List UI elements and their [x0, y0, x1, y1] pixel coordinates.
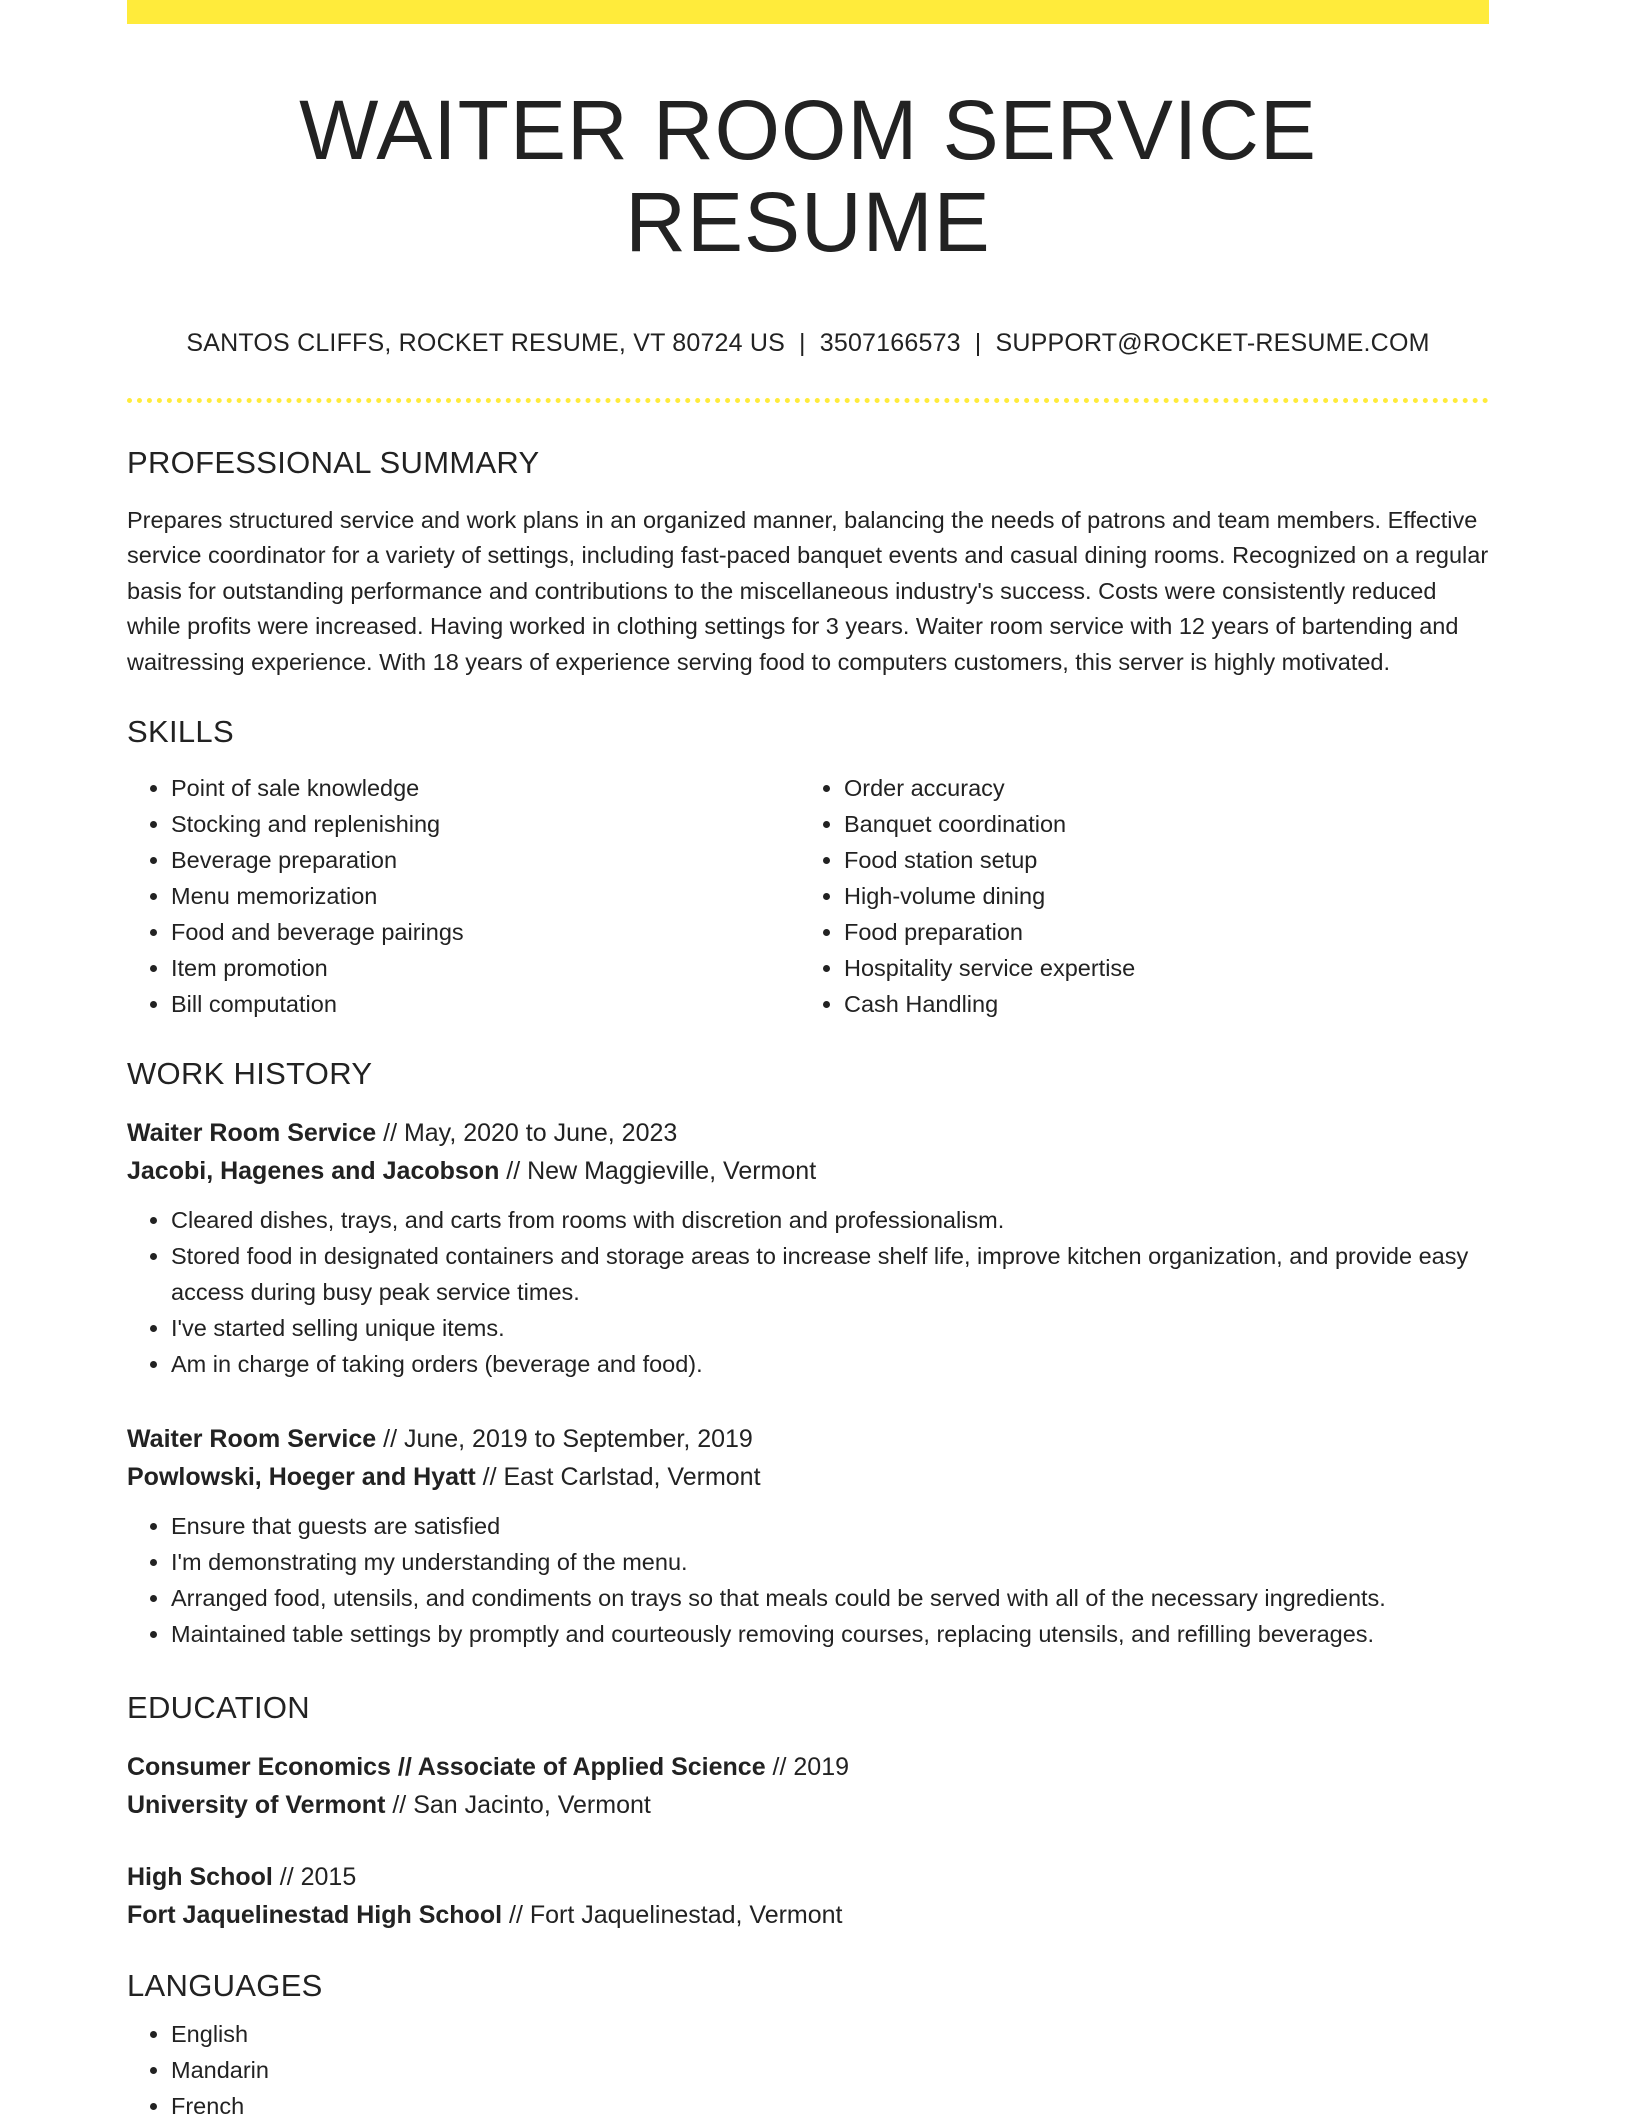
education-location: // San Jacinto, Vermont: [385, 1791, 651, 1820]
summary-text: Prepares structured service and work plans in an organized manner, balancing the needs of patrons and team members. Effective service coordinator for a variety of settings, including fast-paced banquet events and casual dining rooms. Recognized on a regular basis for outstanding performance and contributions to the miscellaneous industry's success. Costs were consistently reduced while profits were increased. Having worked in clothing settings for 3 years. Waiter room service with 12 years of bartending and waitressing experience. With 18 years of experience serving food to computers customers, this server is highly motivated.: [127, 506, 1489, 675]
skill-item: • Banquet coordination: [844, 806, 1473, 842]
job-bullets: [127, 1202, 1489, 1382]
skills-right-list: [800, 770, 1473, 1022]
skill-item: • Beverage preparation: [171, 842, 800, 878]
skill-item: • High-volume dining: [844, 878, 1473, 914]
languages-list: [127, 2016, 1489, 2124]
summary-heading: PROFESSIONAL SUMMARY: [127, 444, 540, 480]
job-title-line: [127, 1114, 1489, 1152]
work-history-list: [127, 1114, 1489, 1652]
job-bullet: • I've started selling unique items.: [171, 1310, 1489, 1346]
education-school-line: [127, 1896, 1489, 1934]
skill-item: • Item promotion: [171, 950, 800, 986]
languages-heading: LANGUAGES: [127, 1968, 323, 2004]
job-company-line: [127, 1458, 1489, 1496]
job-bullet: • Stored food in designated containers and storage areas to increase shelf life, improve kitchen organization, and provide easy access during busy peak service times.: [171, 1238, 1489, 1310]
contact-line: [127, 329, 1489, 358]
skill-item: • Point of sale knowledge: [171, 770, 800, 806]
contact-email: SUPPORT@ROCKET-RESUME.COM: [995, 328, 1430, 357]
job-bullets: [127, 1508, 1489, 1652]
resume-title: WAITER ROOM SERVICE RESUME: [299, 83, 1317, 270]
skill-item: • Menu memorization: [171, 878, 800, 914]
education-degree-line: [127, 1748, 1489, 1786]
skill-item: • Hospitality service expertise: [844, 950, 1473, 986]
education-year: // 2019: [765, 1753, 850, 1782]
education-school-line: [127, 1786, 1489, 1824]
education-heading: EDUCATION: [127, 1690, 310, 1726]
contact-separator: |: [799, 328, 806, 357]
education-entry: [127, 1858, 1489, 1934]
job-bullet: • Cleared dishes, trays, and carts from rooms with discretion and professionalism.: [171, 1202, 1489, 1238]
contact-address: SANTOS CLIFFS, ROCKET RESUME, VT 80724 US: [186, 328, 786, 357]
job-entry: [127, 1114, 1489, 1382]
skill-item: • Cash Handling: [844, 986, 1473, 1022]
skill-item: • Order accuracy: [844, 770, 1473, 806]
resume-page: [127, 0, 1489, 2124]
job-title: Waiter Room Service: [127, 1119, 377, 1148]
education-list: [127, 1748, 1489, 1934]
job-company: Powlowski, Hoeger and Hyatt: [127, 1463, 476, 1492]
skill-item: • Stocking and replenishing: [171, 806, 800, 842]
job-title-line: [127, 1420, 1489, 1458]
job-title: Waiter Room Service: [127, 1425, 377, 1454]
language-item: • Mandarin: [171, 2052, 1489, 2088]
education-degree: Consumer Economics // Associate of Applied Science: [127, 1753, 766, 1782]
education-school: University of Vermont: [127, 1791, 386, 1820]
skill-item: • Bill computation: [171, 986, 800, 1022]
language-item: • English: [171, 2016, 1489, 2052]
skills-heading: SKILLS: [127, 714, 234, 750]
skill-item: • Food station setup: [844, 842, 1473, 878]
job-location: // New Maggieville, Vermont: [499, 1157, 817, 1186]
education-entry: [127, 1748, 1489, 1824]
education-year: // 2015: [272, 1863, 357, 1892]
job-bullet: • Ensure that guests are satisfied: [171, 1508, 1489, 1544]
work-history-heading: WORK HISTORY: [127, 1056, 373, 1092]
job-dates: // June, 2019 to September, 2019: [376, 1425, 753, 1454]
job-bullet: • Maintained table settings by promptly and courteously removing courses, replacing utensils, and refilling beverages.: [171, 1616, 1489, 1652]
job-company-line: [127, 1152, 1489, 1190]
job-bullet: • Am in charge of taking orders (beverage and food).: [171, 1346, 1489, 1382]
job-bullet: • I'm demonstrating my understanding of the menu.: [171, 1544, 1489, 1580]
job-entry: [127, 1420, 1489, 1652]
dotted-divider: [127, 398, 1489, 403]
contact-separator: |: [974, 328, 982, 357]
skills-columns: [127, 770, 1489, 1022]
job-dates: // May, 2020 to June, 2023: [376, 1119, 678, 1148]
job-location: // East Carlstad, Vermont: [475, 1463, 761, 1492]
skill-item: • Food preparation: [844, 914, 1473, 950]
contact-phone: 3507166573: [819, 328, 961, 357]
accent-top-bar: [127, 0, 1489, 24]
language-item: • French: [171, 2088, 1489, 2124]
education-school: Fort Jaquelinestad High School: [127, 1901, 503, 1930]
skills-left-list: [127, 770, 800, 1022]
job-bullet: • Arranged food, utensils, and condiments on trays so that meals could be served with all of the necessary ingredients.: [171, 1580, 1489, 1616]
education-location: // Fort Jaquelinestad, Vermont: [502, 1901, 843, 1930]
skill-item: • Food and beverage pairings: [171, 914, 800, 950]
education-degree-line: [127, 1858, 1489, 1896]
education-degree: High School: [127, 1863, 273, 1892]
job-company: Jacobi, Hagenes and Jacobson: [127, 1157, 500, 1186]
